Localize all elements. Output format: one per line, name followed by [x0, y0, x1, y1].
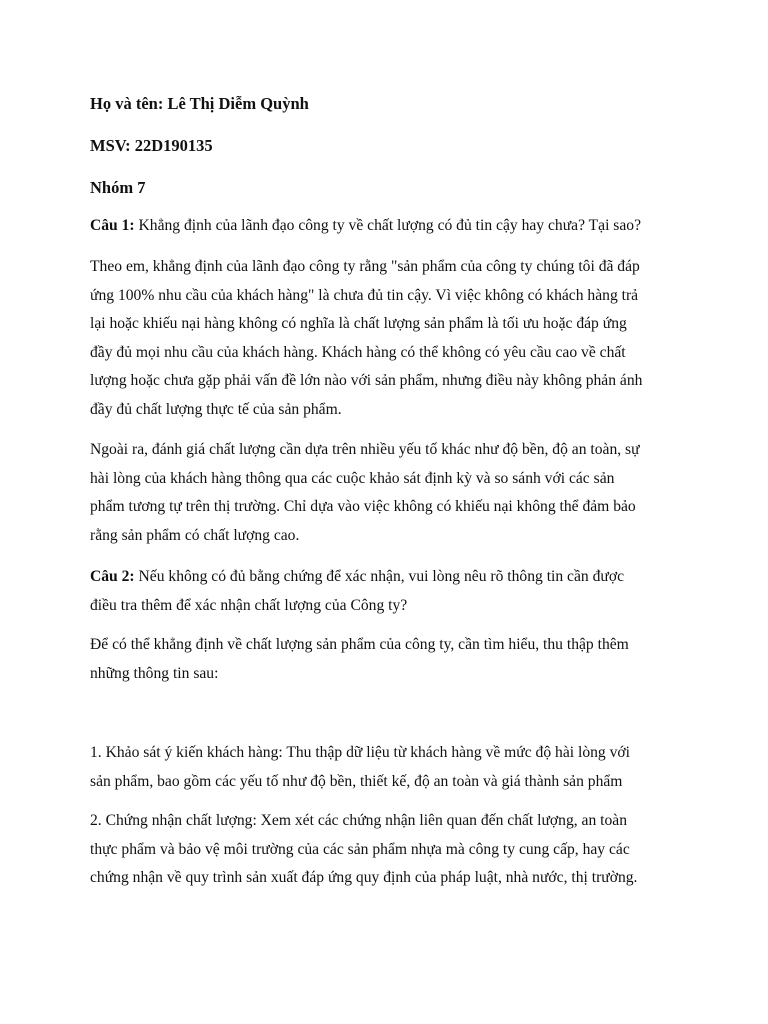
answer-2-item-2 [90, 807, 676, 893]
group-line: Nhóm 7 [90, 178, 146, 197]
question-1 [90, 212, 676, 241]
text-line: phẩm tương tự trên thị trường. Chỉ dựa vào việc không có khiếu nại không thể đảm bảo [90, 498, 636, 515]
question-1-label: Câu 1: [90, 217, 135, 234]
text-line: sản phẩm, bao gồm các yếu tố như độ bền, thiết kế, độ an toàn và giá thành sản phẩm [90, 772, 623, 790]
text-line: rằng sản phẩm có chất lượng cao. [90, 526, 300, 544]
text-line: ứng 100% nhu cầu của khách hàng" là chưa đủ tin cậy. Vì việc không có khách hàng trả [90, 286, 639, 304]
text-line: lại hoặc khiếu nại hàng không có nghĩa là chất lượng sản phẩm là tối ưu hoặc đáp ứng [90, 315, 627, 332]
text-line: thực phẩm và bảo vệ môi trường của các sản phẩm nhựa mà công ty cung cấp, hay các [90, 840, 630, 858]
text-line: đầy đủ chất lượng thực tế của sản phẩm. [90, 400, 342, 418]
student-name-line: Họ và tên: Lê Thị Diễm Quỳnh [90, 94, 309, 113]
question-2-line: điều tra thêm để xác nhận chất lượng của Công ty? [90, 596, 408, 614]
answer-2-item-1 [90, 739, 676, 796]
answer-2-intro [90, 631, 676, 688]
text-line: Theo em, khẳng định của lãnh đạo công ty rằng "sản phẩm của công ty chúng tôi đã đáp [90, 258, 640, 275]
text-line: Ngoài ra, đánh giá chất lượng cần dựa trên nhiều yếu tố khác như độ bền, độ an toàn, sự [90, 441, 640, 458]
question-2-text: Nếu không có đủ bằng chứng để xác nhận, vui lòng nêu rõ thông tin cần được [138, 568, 625, 585]
text-line: chứng nhận về quy trình sản xuất đáp ứng quy định của pháp luật, nhà nước, thị trường. [90, 869, 638, 886]
text-line: hài lòng của khách hàng thông qua các cuộc khảo sát định kỳ và so sánh với các sản [90, 469, 615, 487]
answer-1-paragraph-2 [90, 436, 676, 550]
document-page [90, 0, 676, 1024]
answer-1-paragraph-1 [90, 253, 676, 424]
text-line: lượng hoặc chưa gặp phải vấn đề lớn nào với sản phẩm, nhưng điều này không phản ánh [90, 372, 643, 389]
question-2-label: Câu 2: [90, 568, 135, 585]
student-id-line: MSV: 22D190135 [90, 136, 213, 155]
text-line: đầy đủ mọi nhu cầu của khách hàng. Khách hàng có thể không có yêu cầu cao về chất [90, 343, 626, 361]
question-1-text: Khẳng định của lãnh đạo công ty về chất lượng có đủ tin cậy hay chưa? Tại sao? [138, 217, 642, 234]
question-2 [90, 563, 676, 620]
text-line: những thông tin sau: [90, 664, 219, 682]
question-1-line [90, 212, 676, 241]
text-line: 1. Khảo sát ý kiến khách hàng: Thu thập dữ liệu từ khách hàng về mức độ hài lòng với [90, 744, 630, 761]
text-line: 2. Chứng nhận chất lượng: Xem xét các chứng nhận liên quan đến chất lượng, an toàn [90, 812, 628, 829]
text-line: Để có thể khẳng định về chất lượng sản phẩm của công ty, cần tìm hiểu, thu thập thêm [90, 636, 629, 653]
question-2-line [90, 563, 676, 592]
